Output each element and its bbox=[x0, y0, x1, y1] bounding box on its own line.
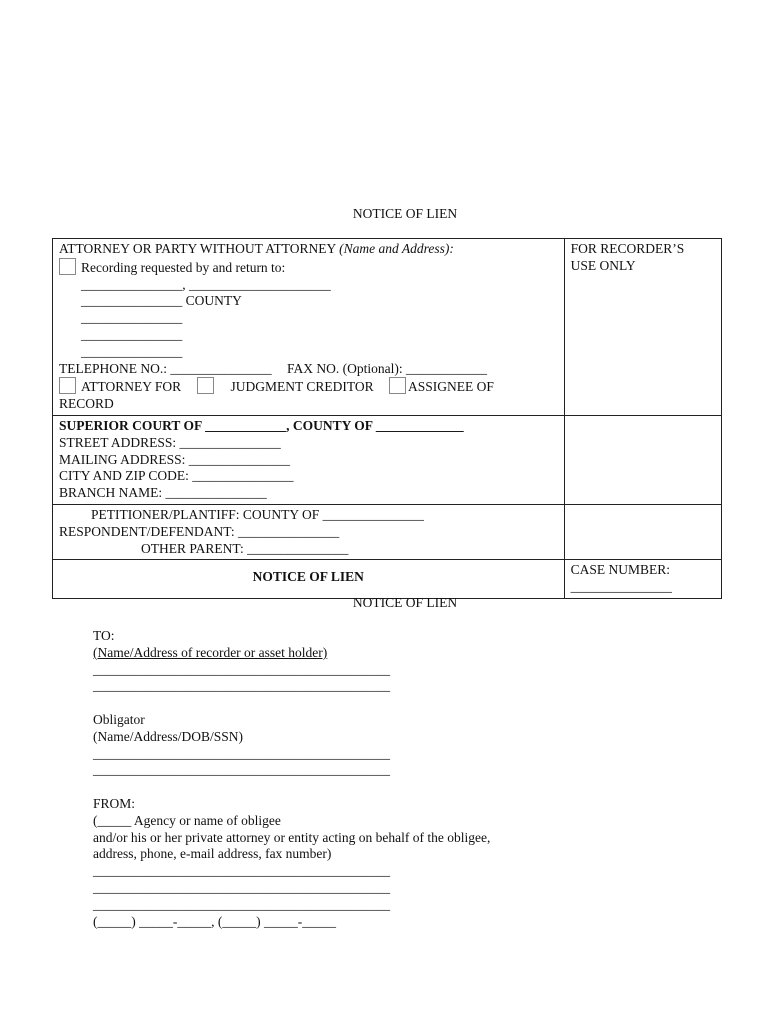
obligator-blank-line-1: ____________________________________________ bbox=[93, 745, 390, 761]
attorney-heading-hint: (Name and Address): bbox=[339, 241, 454, 256]
other-parent-field: OTHER PARENT: _______________ bbox=[141, 540, 349, 556]
to-label: TO: bbox=[93, 628, 115, 643]
caption-form-table bbox=[52, 238, 722, 599]
from-sublabel-1: (_____ Agency or name of obligee bbox=[93, 812, 281, 828]
to-blank-line-1: ____________________________________________ bbox=[93, 661, 390, 677]
mailing-address-field: MAILING ADDRESS: _______________ bbox=[59, 451, 291, 467]
recorders-use-label-2: USE ONLY bbox=[570, 257, 636, 273]
page-title: NOTICE OF LIEN bbox=[352, 206, 458, 221]
parties-section-row bbox=[53, 504, 722, 559]
recording-requested-line: Recording requested by and return to: bbox=[59, 258, 558, 277]
notice-title-cell bbox=[53, 560, 565, 599]
parties-cell bbox=[53, 504, 565, 559]
case-number-cell bbox=[564, 560, 721, 599]
obligator-blank-line-2: ____________________________________________ bbox=[93, 762, 390, 778]
from-label: FROM: bbox=[93, 795, 136, 811]
attorney-info-cell bbox=[53, 239, 565, 416]
recorders-use-cell bbox=[564, 239, 721, 416]
parties-right-cell bbox=[564, 504, 721, 559]
petitioner-field: PETITIONER/PLANTIFF: COUNTY OF _______________ bbox=[91, 506, 424, 522]
court-right-cell bbox=[564, 415, 721, 504]
to-sublabel: (Name/Address of recorder or asset holder) bbox=[93, 644, 328, 660]
notice-of-lien-bold-title: NOTICE OF LIEN bbox=[252, 569, 364, 585]
recorders-use-label-1: FOR RECORDER’S bbox=[570, 241, 685, 256]
from-sublabel-3: address, phone, e-mail address, fax number) bbox=[93, 846, 332, 862]
phone-blank-line: (_____) _____-_____, (_____) _____-_____ bbox=[93, 913, 336, 929]
attorney-heading: ATTORNEY OR PARTY WITHOUT ATTORNEY (Name and Address): bbox=[59, 241, 454, 256]
branch-name-field: BRANCH NAME: _______________ bbox=[59, 485, 267, 501]
address-line-5: _______________ bbox=[81, 343, 183, 359]
case-number-line: _______________ bbox=[570, 579, 672, 595]
telephone-field: TELEPHONE NO.: _______________ bbox=[59, 360, 272, 376]
court-section-row bbox=[53, 415, 722, 504]
court-line: SUPERIOR COURT OF ____________, COUNTY OF _____________ bbox=[59, 417, 464, 433]
recording-requested-checkbox[interactable] bbox=[59, 258, 76, 275]
notice-body bbox=[93, 628, 713, 930]
address-line-1: _______________, _____________________ bbox=[81, 276, 331, 292]
street-address-field: STREET ADDRESS: _______________ bbox=[59, 434, 281, 450]
from-sublabel-2: and/or his or her private attorney or entity acting on behalf of the obligee, bbox=[93, 829, 491, 845]
address-line-3: _______________ bbox=[81, 310, 183, 326]
title-section-row bbox=[53, 560, 722, 599]
judgment-creditor-checkbox[interactable] bbox=[197, 377, 214, 394]
respondent-field: RESPONDENT/DEFENDANT: _______________ bbox=[59, 523, 340, 539]
obligator-label: Obligator bbox=[93, 711, 145, 727]
attorney-for-checkbox[interactable] bbox=[59, 377, 76, 394]
to-blank-line-2: ____________________________________________ bbox=[93, 678, 390, 694]
fax-field: FAX NO. (Optional): ____________ bbox=[287, 360, 487, 376]
city-zip-field: CITY AND ZIP CODE: _______________ bbox=[59, 468, 294, 484]
attorney-section-row bbox=[53, 239, 722, 416]
court-info-cell bbox=[53, 415, 565, 504]
obligator-sublabel: (Name/Address/DOB/SSN) bbox=[93, 728, 243, 744]
from-blank-line-2: ____________________________________________ bbox=[93, 879, 390, 895]
case-number-label: CASE NUMBER: bbox=[570, 562, 670, 578]
section-title: NOTICE OF LIEN bbox=[352, 595, 458, 610]
phone-fax-line bbox=[59, 361, 558, 378]
address-line-county: _______________ COUNTY bbox=[81, 293, 242, 309]
role-options-line: ATTORNEY FOR JUDGMENT CREDITOR ASSIGNEE OF bbox=[59, 377, 558, 396]
address-line-4: _______________ bbox=[81, 326, 183, 342]
record-label: RECORD bbox=[59, 396, 114, 412]
from-blank-line-1: ____________________________________________ bbox=[93, 863, 390, 879]
assignee-checkbox[interactable] bbox=[389, 377, 406, 394]
from-blank-line-3: ____________________________________________ bbox=[93, 896, 390, 912]
